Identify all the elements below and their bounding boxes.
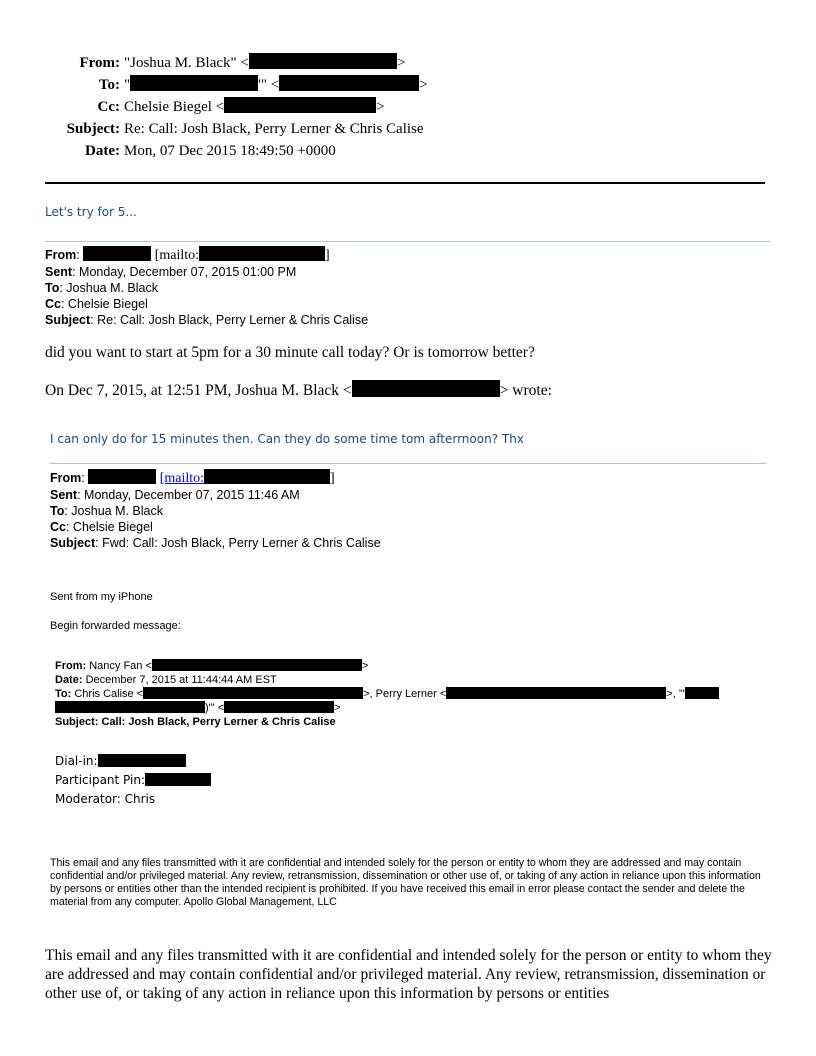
fwd-date-label: Date:: [55, 674, 83, 686]
redaction: [685, 687, 719, 699]
header-to-prefix: ": [124, 77, 131, 93]
fwd-to-line2-tail: )'" <: [205, 702, 225, 714]
header-to-row: [0, 74, 470, 96]
reply-divider: [50, 463, 766, 464]
moderator-row: [55, 792, 155, 806]
fwd-to-value: Chris Calise <: [71, 688, 144, 700]
fwd-subject-line: Subject: Call: Josh Black, Perry Lerner & Chris Calise: [55, 716, 336, 728]
header-divider: [45, 182, 765, 184]
msg3-subject-value: : Fwd: Call: Josh Black, Perry Lerner & Chris Calise: [95, 536, 381, 550]
redaction: [224, 701, 334, 713]
fwd-to-label: To:: [55, 688, 72, 700]
header-from-label: From:: [79, 55, 120, 71]
redaction: [83, 246, 151, 261]
redaction: [352, 380, 500, 397]
msg3-bracket: ]: [330, 471, 335, 486]
header-date-value: Mon, 07 Dec 2015 18:49:50 +0000: [124, 143, 336, 159]
header-from-value: "Joshua M. Black" <: [124, 55, 249, 71]
reply-divider: [45, 241, 770, 242]
msg3-sent-row: [50, 487, 381, 503]
fwd-from-row: [55, 659, 368, 673]
header-subject-row: [0, 118, 470, 140]
fwd-subject-row: [55, 715, 336, 729]
msg3-cc-label: Cc: [50, 520, 66, 534]
header-subject-value: Re: Call: Josh Black, Perry Lerner & Chris Calise: [124, 121, 424, 137]
redaction: [145, 773, 211, 786]
disclaimer-large: This email and any files transmitted with it are confidential and intended solely for the person or entity to whom they are addressed and may contain confidential and/or privileged material. Any review, retransmission, dissemination or other use of, or taking of any action in reliance upon this information by persons or entities: [45, 947, 772, 1002]
fwd-date-value: December 7, 2015 at 11:44:44 AM EST: [82, 674, 277, 686]
redaction: [199, 246, 325, 261]
angle-close: >: [361, 660, 369, 672]
msg2-subject-row: [45, 312, 368, 328]
msg2-cc-row: [45, 296, 368, 312]
fwd-from-label: From:: [55, 660, 87, 672]
angle-close: >: [419, 77, 428, 93]
header-cc-row: [0, 96, 470, 118]
msg2-sent-row: [45, 264, 368, 280]
angle-close: >: [396, 55, 406, 71]
redaction: [98, 754, 186, 767]
header-to-label: To:: [98, 77, 120, 93]
msg3-cc-row: [50, 519, 381, 535]
reply-fifteen-minutes: I can only do for 15 minutes then. Can they do some time tom afterrnoon? Thx: [50, 432, 524, 446]
msg2-subject-label: Subject: [45, 313, 91, 327]
msg3-mailto-link[interactable]: [mailto:: [159, 471, 205, 486]
msg3-to-label: To: [50, 504, 65, 518]
msg3-subject-row: [50, 535, 381, 551]
msg2-body: did you want to start at 5pm for a 30 minute call today? Or is tomorrow better?: [45, 344, 535, 361]
msg2-mailto: [mailto:: [154, 248, 200, 263]
fwd-to-perry: >, Perry Lerner <: [363, 688, 447, 700]
header-date-label: Date:: [85, 143, 120, 159]
top-header: [0, 52, 470, 162]
msg3-cc-value: : Chelsie Biegel: [65, 520, 153, 534]
redaction: [143, 687, 363, 699]
pin-row: [55, 773, 211, 787]
message-3-header: [50, 469, 381, 551]
header-subject-label: Subject:: [66, 121, 120, 137]
msg2-from-label: From: [45, 248, 77, 262]
msg3-from-row: From: [mailto: ]: [50, 471, 335, 486]
header-cc-label: Cc:: [97, 99, 120, 115]
redaction: [130, 75, 258, 91]
redaction: [88, 469, 156, 484]
disclaimer-small: This email and any files transmitted with it are confidential and intended solely for the person or entity to whom they are addressed and may contain confidential and/or privileged material. Any review, retransmission, dissemination or other use of, or taking of any action in reliance upon this information by persons or entities other than the intended recipient is prohibited. If you have received this email in error please contact the sender and delete the material from any computer. Apollo Global Management, LLC: [50, 857, 761, 908]
redaction: [224, 97, 376, 113]
header-from-row: [0, 52, 470, 74]
fwd-date-row: [55, 673, 277, 687]
header-cc-value: Chelsie Biegel <: [124, 99, 225, 115]
redaction: [204, 469, 330, 484]
on-wrote-suffix: > wrote:: [499, 382, 552, 399]
fwd-to-row-2: [55, 701, 341, 715]
angle-close: >: [376, 99, 385, 115]
msg3-sent-value: : Monday, December 07, 2015 11:46 AM: [77, 488, 300, 502]
sent-from-iphone: Sent from my iPhone: [50, 591, 153, 603]
msg2-cc-label: Cc: [45, 297, 61, 311]
fwd-to-row: [55, 687, 719, 701]
msg2-subject-value: : Re: Call: Josh Black, Perry Lerner & Chris Calise: [90, 313, 369, 327]
redaction: [249, 53, 397, 69]
msg3-subject-label: Subject: [50, 536, 96, 550]
msg3-to-row: [50, 503, 381, 519]
pin-label: Participant Pin:: [55, 773, 146, 787]
moderator-label: Moderator: Chris: [55, 792, 156, 806]
msg2-to-label: To: [45, 281, 60, 295]
msg2-sent-value: : Monday, December 07, 2015 01:00 PM: [72, 265, 297, 279]
msg2-to-value: : Joshua M. Black: [59, 281, 158, 295]
dialin-label: Dial-in:: [55, 754, 98, 768]
msg3-from-label: From: [50, 471, 82, 485]
header-date-row: [0, 140, 470, 162]
fwd-from-value: Nancy Fan <: [86, 660, 152, 672]
msg2-bracket: ]: [325, 248, 330, 263]
msg2-on-wrote: [45, 380, 552, 400]
dialin-row: [55, 754, 186, 768]
msg2-from-row: From: [mailto: ]: [45, 248, 330, 263]
msg2-sent-label: Sent: [45, 265, 73, 279]
fwd-to-tail: >, '": [666, 688, 685, 700]
msg2-to-row: [45, 280, 368, 296]
msg3-sent-label: Sent: [50, 488, 78, 502]
redaction: [55, 701, 205, 713]
message-2-header: [45, 246, 368, 328]
msg2-cc-value: : Chelsie Biegel: [60, 297, 148, 311]
redaction: [152, 659, 362, 671]
begin-forwarded: Begin forwarded message:: [50, 620, 181, 632]
angle-close: >: [334, 702, 341, 714]
msg3-to-value: : Joshua M. Black: [64, 504, 163, 518]
redaction: [279, 75, 419, 91]
reply-lets-try: Let's try for 5...: [45, 205, 137, 219]
on-wrote-prefix: On Dec 7, 2015, at 12:51 PM, Joshua M. Black <: [45, 382, 352, 399]
redaction: [446, 687, 666, 699]
header-to-mid: '" <: [258, 77, 280, 93]
